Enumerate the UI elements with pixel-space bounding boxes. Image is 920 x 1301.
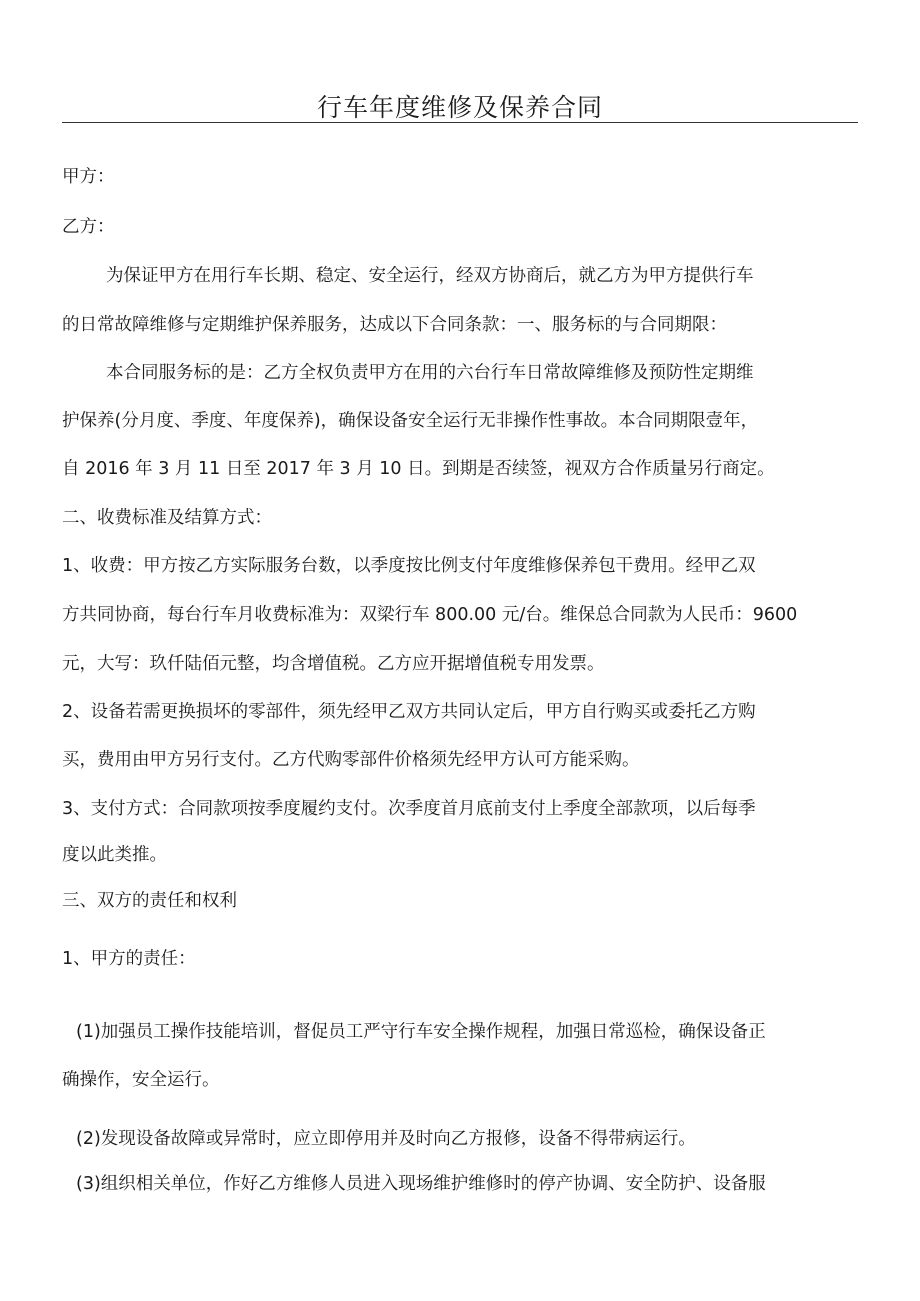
section-heading: 三、双方的责任和权利	[62, 891, 237, 911]
body-line: (1)加强员工操作技能培训，督促员工严守行车安全操作规程，加强日常巡检，确保设备正	[76, 1022, 766, 1042]
document-title: 行车年度维修及保养合同	[316, 93, 603, 122]
body-line: 为保证甲方在用行车长期、稳定、安全运行，经双方协商后，就乙方为甲方提供行车	[106, 266, 754, 286]
body-line: 1、收费：甲方按乙方实际服务台数，以季度按比例支付年度维修保养包干费用。经甲乙双	[62, 556, 756, 576]
title-underline	[62, 122, 858, 123]
body-line: 的日常故障维修与定期维护保养服务，达成以下合同条款：一、服务标的与合同期限：	[62, 315, 727, 335]
section-heading: 二、收费标准及结算方式：	[62, 508, 272, 528]
body-line: (3)组织相关单位，作好乙方维修人员进入现场维护维修时的停产协调、安全防护、设备服	[76, 1174, 766, 1194]
body-line: 买，费用由甲方另行支付。乙方代购零部件价格须先经甲方认可方能采购。	[62, 750, 640, 770]
body-line: 元，大写：玖仟陆佰元整，均含增值税。乙方应开据增值税专用发票。	[62, 654, 605, 674]
body-line: 3、支付方式：合同款项按季度履约支付。次季度首月底前支付上季度全部款项，以后每季	[62, 799, 756, 819]
party-a-line: 甲方：	[62, 167, 115, 187]
body-line: 本合同服务标的是：乙方全权负责甲方在用的六台行车日常故障维修及预防性定期维	[106, 363, 754, 383]
body-line: 2、设备若需更换损坏的零部件，须先经甲乙双方共同认定后，甲方自行购买或委托乙方购	[62, 702, 756, 722]
body-line: (2)发现设备故障或异常时，应立即停用并及时向乙方报修，设备不得带病运行。	[76, 1129, 696, 1149]
body-line: 确操作，安全运行。	[62, 1070, 220, 1090]
body-line: 护保养(分月度、季度、年度保养)，确保设备安全运行无非操作性事故。本合同期限壹年，	[62, 411, 759, 431]
body-line: 自 2016 年 3 月 11 日至 2017 年 3 月 10 日。到期是否续签，视双方合作质量另行商定。	[62, 459, 775, 479]
body-line: 方共同协商，每台行车月收费标准为：双梁行车 800.00 元/台。维保总合同款为人民币：9600	[62, 605, 798, 625]
body-line: 度以此类推。	[62, 845, 167, 865]
subsection-heading: 1、甲方的责任：	[62, 949, 196, 969]
party-b-line: 乙方：	[62, 217, 115, 237]
